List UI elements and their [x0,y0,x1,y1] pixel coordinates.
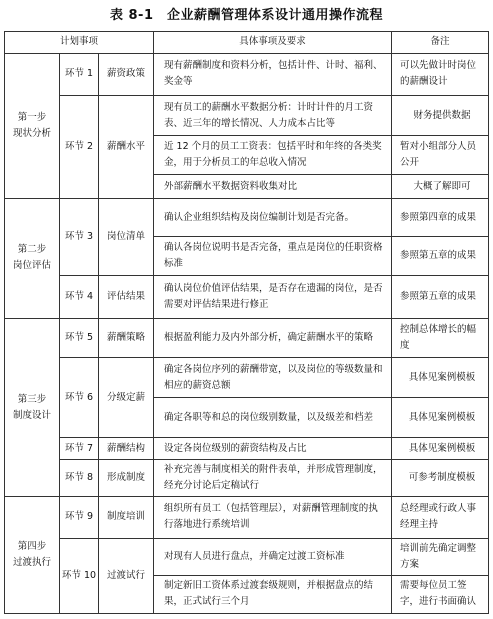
table-title: 表 8-1 企业薪酬管理体系设计通用操作流程 [109,8,383,23]
remark-cell: 可以先做计时岗位的薪酬设计 [392,53,489,95]
detail-cell: 组织所有员工（包括管理层），对薪酬管理制度的执行落地进行系统培训 [154,497,392,538]
table-row [5,199,489,237]
link-label: 环节 2 [60,95,99,198]
header-row [5,32,489,54]
detail-cell: 确定各职等和总的岗位级别数量，以及级差和档差 [154,398,392,438]
table-row [5,53,489,95]
item-label: 制度培训 [99,497,154,538]
stage-label: 第一步 现状分析 [5,53,60,198]
link-label: 环节 7 [60,438,99,460]
link-label: 环节 1 [60,53,99,95]
detail-cell: 设定各岗位级别的薪资结构及占比 [154,438,392,460]
header-details: 具体事项及要求 [154,32,392,54]
link-label: 环节 9 [60,497,99,538]
item-label: 薪资政策 [99,53,154,95]
item-label: 评估结果 [99,276,154,318]
stage-label: 第二步 岗位评估 [5,199,60,319]
remark-cell: 财务提供数据 [392,95,489,135]
remark-cell: 需要每位员工签字，进行书面确认 [392,575,489,613]
process-table [4,31,489,614]
detail-cell: 外部薪酬水平数据资料收集对比 [154,175,392,199]
remark-cell: 控制总体增长的幅度 [392,318,489,357]
link-label: 环节 5 [60,318,99,357]
link-label: 环节 10 [60,538,99,613]
item-label: 薪酬结构 [99,438,154,460]
detail-cell: 近 12 个月的员工工资表：包括平时和年终的各类奖金，用于分析员工的年总收入情况 [154,136,392,175]
link-label: 环节 8 [60,460,99,497]
remark-cell: 暂对小组部分人员公开 [392,136,489,175]
remark-cell: 培训前先确定调整方案 [392,538,489,575]
remark-cell: 具体见案例模板 [392,438,489,460]
detail-cell: 根据盈利能力及内外部分析，确定薪酬水平的策略 [154,318,392,357]
item-label: 形成制度 [99,460,154,497]
link-label: 环节 3 [60,199,99,276]
table-row [5,438,489,460]
detail-cell: 现有员工的薪酬水平数据分析：计时计件的月工资表、近三年的增长情况、人力成本占比等 [154,95,392,135]
table-row [5,538,489,575]
header-plan-item: 计划事项 [5,32,154,54]
detail-cell: 对现有人员进行盘点，并确定过渡工资标准 [154,538,392,575]
detail-cell: 制定新旧工资体系过渡套级规则，并根据盘点的结果，正式试行三个月 [154,575,392,613]
link-label: 环节 6 [60,357,99,437]
link-label: 环节 4 [60,276,99,318]
stage-label: 第四步 过渡执行 [5,497,60,614]
detail-cell: 确定各岗位序列的薪酬带宽，以及岗位的等级数量和相应的薪资总额 [154,357,392,397]
remark-cell: 可参考制度模板 [392,460,489,497]
remark-cell: 具体见案例模板 [392,398,489,438]
remark-cell: 参照第五章的成果 [392,237,489,276]
table-row [5,276,489,318]
table-row [5,460,489,497]
detail-cell: 确认各岗位说明书是否完备，重点是岗位的任职资格标准 [154,237,392,276]
remark-cell: 参照第四章的成果 [392,199,489,237]
item-label: 薪酬策略 [99,318,154,357]
stage-label: 第三步 制度设计 [5,318,60,496]
detail-cell: 补充完善与制度相关的附件表单，并形成管理制度，经充分讨论后定稿试行 [154,460,392,497]
table-row [5,95,489,135]
table-row [5,357,489,397]
item-label: 过渡试行 [99,538,154,613]
detail-cell: 确认企业组织结构及岗位编制计划是否完备。 [154,199,392,237]
remark-cell: 参照第五章的成果 [392,276,489,318]
item-label: 分级定薪 [99,357,154,437]
header-remarks: 备注 [392,32,489,54]
item-label: 薪酬水平 [99,95,154,198]
detail-cell: 现有薪酬制度和资料分析，包括计件、计时、福利、奖金等 [154,53,392,95]
remark-cell: 具体见案例模板 [392,357,489,397]
table-row [5,497,489,538]
item-label: 岗位清单 [99,199,154,276]
detail-cell: 确认岗位价值评估结果，是否存在遗漏的岗位，是否需要对评估结果进行修正 [154,276,392,318]
remark-cell: 总经理或行政人事经理主持 [392,497,489,538]
remark-cell: 大概了解即可 [392,175,489,199]
table-row [5,318,489,357]
